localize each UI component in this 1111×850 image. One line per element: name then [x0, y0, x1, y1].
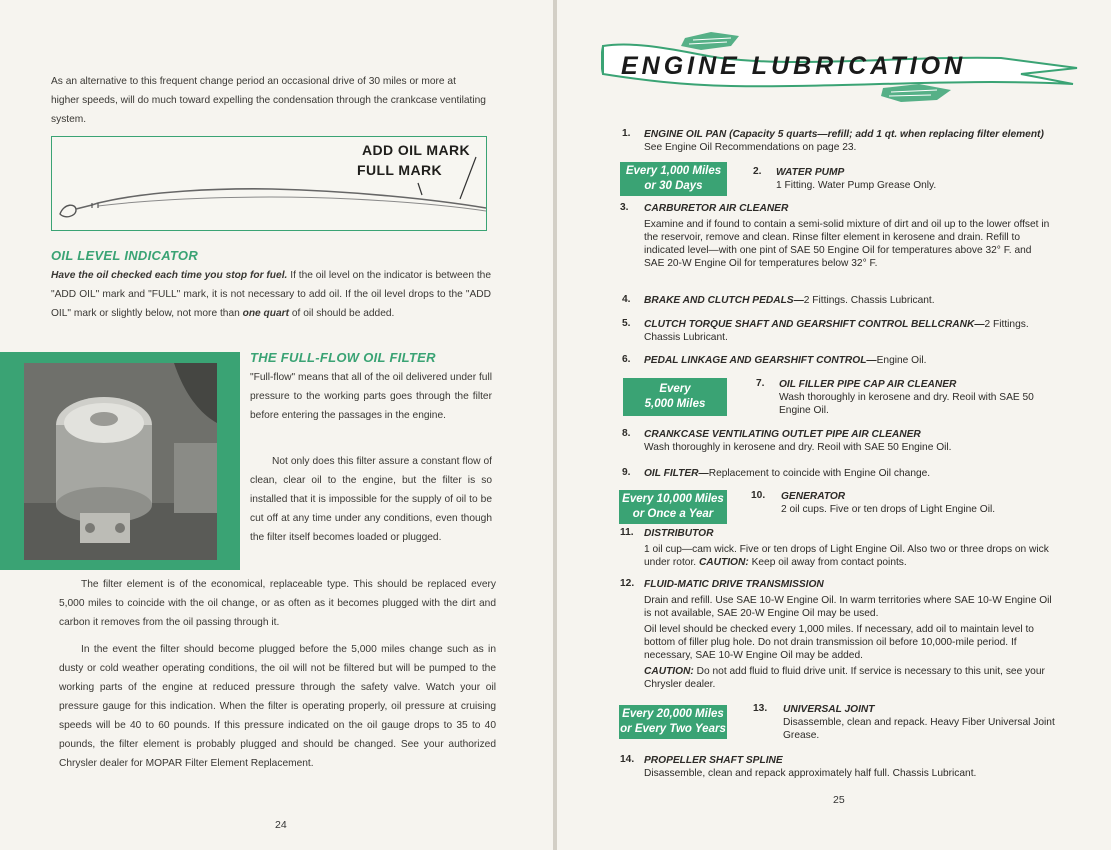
item-engine-oil-pan: [644, 128, 1054, 154]
item-water-pump: [776, 166, 1056, 192]
item-fluid-matic-caution-label: CAUTION:: [644, 666, 694, 677]
left-page: [0, 0, 553, 850]
filter-paragraph-2: Not only does this filter assure a constant flow of clean, clear oil to the engine, but the filter is so installed that it is impossible for the supply of oil to be cut off at any time under any conditions, even though the filter itself becomes loaded or plugged.: [250, 456, 492, 543]
badge-5000-line1: Every: [659, 383, 691, 395]
oil-level-emphasis: one quart: [242, 308, 290, 319]
oil-level-paragraph: [51, 266, 491, 323]
badge-20000-line1: Every 20,000 Miles: [622, 708, 724, 720]
dipstick-drawing: [52, 137, 486, 230]
badge-1000-line2: or 30 Days: [644, 180, 703, 192]
oil-level-tail: of oil should be added.: [289, 308, 395, 319]
item-filler-title: OIL FILLER PIPE CAP AIR CLEANER: [779, 379, 957, 390]
item-fluid-matic-title: FLUID-MATIC DRIVE TRANSMISSION: [644, 579, 824, 590]
oil-level-lead: Have the oil checked each time you stop for fuel.: [51, 270, 288, 281]
oil-level-heading: OIL LEVEL INDICATOR: [51, 248, 199, 263]
oil-filter-image: [24, 363, 217, 560]
item-carburetor-text: Examine and if found to contain a semi-solid mixture of dirt and oil up to the lower offset in the reservoir, remove and clean. Rinse filter element in kerosene and drain. Refill to indicated level—with one pint of SAE 50 Engine Oil for temperatures above 32° F. and SAE 20-W Engine Oil for temperatures below 32° F.: [644, 219, 1050, 269]
item-pedal-title: PEDAL LINKAGE AND GEARSHIFT CONTROL—: [644, 355, 877, 366]
interval-badge-10000: [619, 490, 727, 524]
item-clutch-title: CLUTCH TORQUE SHAFT AND GEARSHIFT CONTROL BELLCRANK—: [644, 319, 985, 330]
item-distributor-text: [644, 543, 1054, 569]
item-pedal-linkage: [644, 354, 1054, 367]
item-generator-title: GENERATOR: [781, 491, 846, 502]
oil-level-body: If the oil level on the indicator is between the "ADD OIL" mark and "FULL" mark, it is not necessary to add oil. If the oil level drops to the "ADD OIL" mark or slightly below, not more than: [51, 270, 492, 319]
filter-element-paragraph: The filter element is of the economical, replaceable type. This should be replaced every 5,000 miles to coincide with the oil change, or as often as it becomes plugged with the dirt and carbon it removes from the oil passing through it.: [59, 579, 496, 628]
item-brake-clutch-pedals: [644, 294, 1054, 307]
item-water-pump-text: 1 Fitting. Water Pump Grease Only.: [776, 180, 937, 191]
item-carburetor-title: CARBURETOR AIR CLEANER: [644, 203, 789, 214]
item-brake-title: BRAKE AND CLUTCH PEDALS—: [644, 295, 804, 306]
item-clutch-text: 2 Fittings. Chassis Lubricant.: [644, 319, 1029, 343]
item-filler-text: Wash thoroughly in kerosene and dry. Reoil with SAE 50 Engine Oil.: [779, 392, 1034, 416]
item-generator-text: 2 oil cups. Five or ten drops of Light Engine Oil.: [781, 504, 996, 515]
item-number-1: 1.: [622, 128, 631, 139]
item-oil-filter: [644, 467, 1054, 480]
item-fluid-matic-text2: Oil level should be checked every 1,000 miles. If necessary, add oil to maintain level to bottom of filler plug hole. Do not drain transmission oil before 10,000-mile period. If necessary, SAE 10-W Engine Oil may be added.: [644, 624, 1034, 661]
item-crankcase-text: Wash thoroughly in kerosene and dry. Reoil with SAE 50 Engine Oil.: [644, 442, 952, 453]
intro-paragraph: As an alternative to this frequent change period an occasional drive of 30 miles or more at higher speeds, will do much toward expelling the condensation through the crankcase ventilating system.: [51, 76, 486, 125]
item-number-11: 11.: [620, 527, 634, 538]
filter-heading: THE FULL-FLOW OIL FILTER: [250, 350, 436, 365]
item-number-5: 5.: [622, 318, 631, 329]
item-number-8: 8.: [622, 428, 631, 439]
item-engine-oil-pan-title: ENGINE OIL PAN (Capacity 5 quarts—refill; add 1 qt. when replacing filter element): [644, 129, 1044, 140]
item-universal-title: UNIVERSAL JOINT: [783, 704, 875, 715]
item-crankcase-ventilating: [644, 428, 1054, 454]
item-number-6: 6.: [622, 354, 631, 365]
item-oil-filler-cap: [779, 378, 1054, 417]
badge-10000-line2: or Once a Year: [632, 508, 714, 520]
item-oil-filter-title: OIL FILTER—: [644, 468, 709, 479]
item-water-pump-title: WATER PUMP: [776, 167, 845, 178]
item-crankcase-title: CRANKCASE VENTILATING OUTLET PIPE AIR CLEANER: [644, 429, 921, 440]
item-number-12: 12.: [620, 578, 635, 589]
page-number-25: 25: [833, 794, 845, 806]
dipstick-illustration: [51, 136, 487, 231]
item-distributor-body: 1 oil cup—cam wick. Five or ten drops of Light Engine Oil. Also two or three drops on wick under rotor.: [644, 544, 1049, 568]
add-oil-mark-label: ADD OIL MARK: [362, 142, 470, 158]
item-propeller-text: Disassemble, clean and repack approximately half full. Chassis Lubricant.: [644, 768, 977, 779]
filter-paragraph-1: "Full-flow" means that all of the oil delivered under full pressure to the working parts goes through the filter before entering the passages in the engine.: [250, 372, 492, 421]
item-number-3: 3.: [620, 202, 629, 213]
item-number-4: 4.: [622, 294, 631, 305]
item-brake-text: 2 Fittings. Chassis Lubricant.: [803, 295, 935, 306]
filter-plugged-paragraph: In the event the filter should become plugged before the 5,000 miles change such as in dusty or cold weather operating conditions, the oil will not be filtered but will be pumped to the working parts of the engine at reduced pressure through the safety valve. Watch your oil pressure gauge for this indication. When the filter is operating properly, oil pressure at cruising speeds will be 40 to 60 pounds. If this pressure indicated on the oil gauge drops to 35 to 40 pounds, the filter element is probably plugged and should be changed. See your authorized Chrysler dealer for MOPAR Filter Element Replacement.: [59, 644, 496, 769]
item-number-9: 9.: [622, 467, 631, 478]
item-number-10: 10.: [751, 490, 766, 501]
item-carburetor-air-cleaner: [644, 202, 1054, 215]
full-mark-label: FULL MARK: [357, 162, 442, 178]
oil-filter-photo: [24, 363, 217, 560]
item-distributor-caution: Keep oil away from contact points.: [748, 557, 907, 568]
item-propeller-shaft: [644, 754, 1054, 780]
interval-badge-1000: [620, 162, 727, 196]
item-oil-filter-text: Replacement to coincide with Engine Oil change.: [708, 468, 931, 479]
item-engine-oil-pan-text: See Engine Oil Recommendations on page 23.: [644, 142, 857, 153]
page-number-24: 24: [275, 819, 287, 831]
item-distributor: [644, 527, 1054, 540]
item-number-7: 7.: [756, 378, 765, 389]
badge-20000-line2: or Every Two Years: [620, 723, 726, 735]
item-universal-joint: [783, 703, 1055, 742]
item-fluid-matic-caution: Do not add fluid to fluid drive unit. If service is necessary to this unit, see your Chrysler dealer.: [644, 666, 1045, 690]
item-number-14: 14.: [620, 754, 635, 765]
item-pedal-text: Engine Oil.: [876, 355, 927, 366]
item-universal-text: Disassemble, clean and repack. Heavy Fiber Universal Joint Grease.: [783, 717, 1055, 741]
interval-badge-20000: [619, 705, 727, 739]
item-generator: [781, 490, 1056, 516]
item-distributor-caution-label: CAUTION:: [698, 557, 749, 568]
item-fluid-matic-caution-line: [644, 665, 1054, 691]
item-distributor-title: DISTRIBUTOR: [644, 528, 714, 539]
item-number-13: 13.: [753, 703, 768, 714]
section-title: ENGINE LUBRICATION: [621, 52, 967, 80]
item-fluid-matic: [644, 578, 1054, 591]
badge-1000-line1: Every 1,000 Miles: [625, 165, 722, 177]
right-page: [557, 0, 1111, 850]
interval-badge-5000: [623, 378, 727, 416]
item-clutch-torque-shaft: [644, 318, 1054, 344]
item-number-2: 2.: [753, 166, 762, 177]
badge-5000-line2: 5,000 Miles: [644, 398, 706, 410]
badge-10000-line1: Every 10,000 Miles: [622, 493, 724, 505]
item-fluid-matic-text: Drain and refill. Use SAE 10-W Engine Oil. In warm territories where SAE 10-W Engine Oil is not available, SAE 20-W Engine Oil may be used.: [644, 595, 1052, 619]
item-propeller-title: PROPELLER SHAFT SPLINE: [644, 755, 783, 766]
oil-filter-photo-frame: [0, 352, 240, 570]
